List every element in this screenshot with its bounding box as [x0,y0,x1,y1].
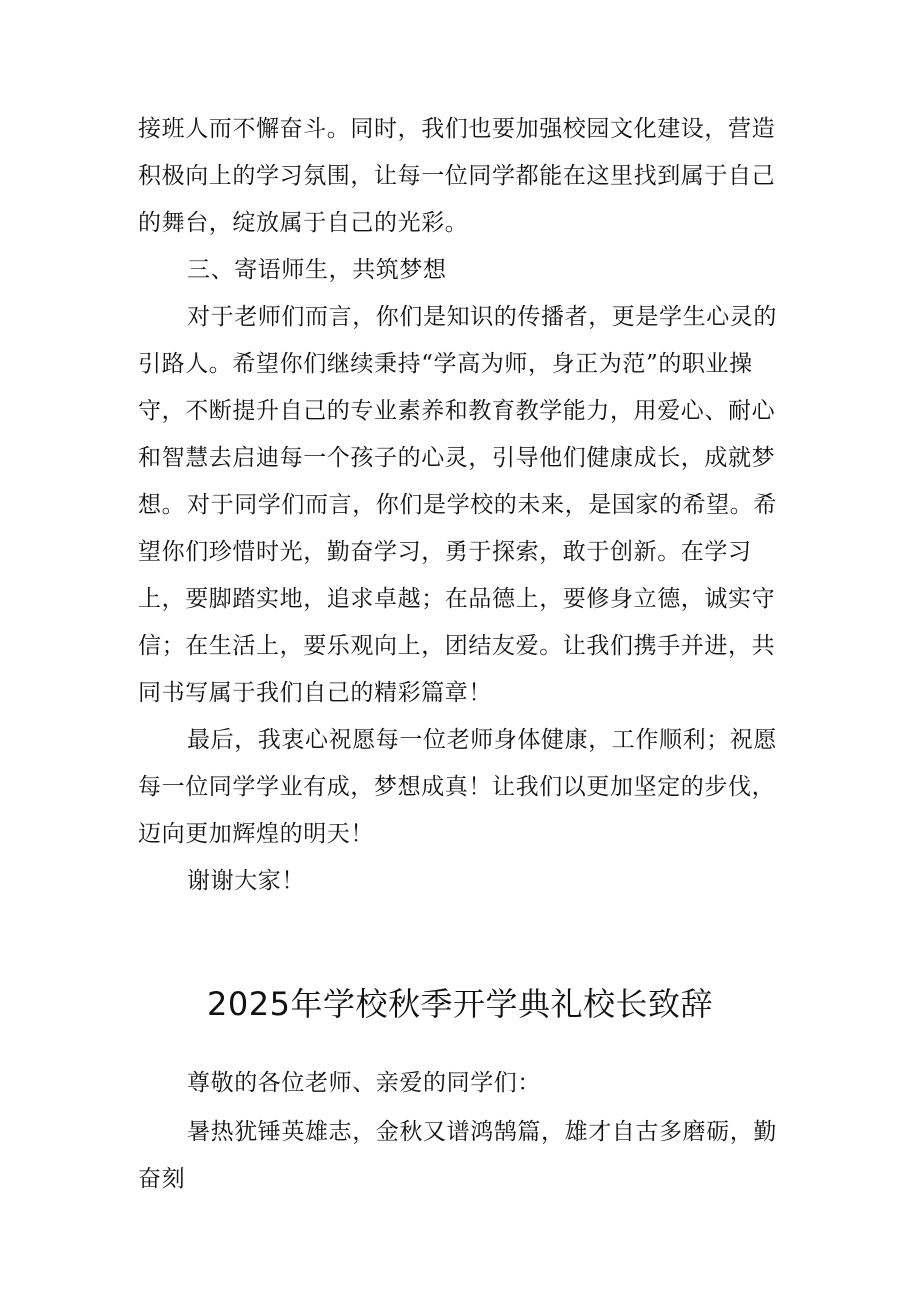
salutation: 尊敬的各位老师、亲爱的同学们： [187,1070,541,1096]
paragraph-opening: 暑热犹锤英雄志，金秋又谱鸿鹄篇，雄才自古多磨砺，勤奋刻 [138,1119,777,1192]
paragraph-students: 对于同学们而言，你们是学校的未来，是国家的希望。希望你们珍惜时光，勤奋学习，勇于探索，敢于创新。在学习上，要脚踏实地，追求卓越；在品德上，要修身立德，诚实守信；在生活上，要乐观向上，团结友爱。让我们携手并进，共同书写属于我们自己的精彩篇章！ [138,492,777,706]
paragraph-thanks: 谢谢大家！ [187,868,305,894]
section-heading: 三、寄语师生，共筑梦想 [187,257,447,283]
paragraph-teachers: 对于老师们而言，你们是知识的传播者，更是学生心灵的引路人。希望你们继续秉持“学高为师，身正为范”的职业操守，不断提升自己的专业素养和教育教学能力，用爱心、耐心和智慧去启迪每一个孩子的心灵，引导他们健康成长，成就梦想。 [138,304,777,518]
paragraph-closing-wishes: 最后，我衷心祝愿每一位老师身体健康，工作顺利；祝愿每一位同学学业有成，梦想成真！让我们以更加坚定的步伐，迈向更加辉煌的明天！ [138,727,777,847]
paragraph-continuation: 接班人而不懈奋斗。同时，我们也要加强校园文化建设，营造积极向上的学习氛围，让每一位同学都能在这里找到属于自己的舞台，绽放属于自己的光彩。 [138,116,776,236]
document-title: 2025年学校秋季开学典礼校长致辞 [207,985,713,1023]
